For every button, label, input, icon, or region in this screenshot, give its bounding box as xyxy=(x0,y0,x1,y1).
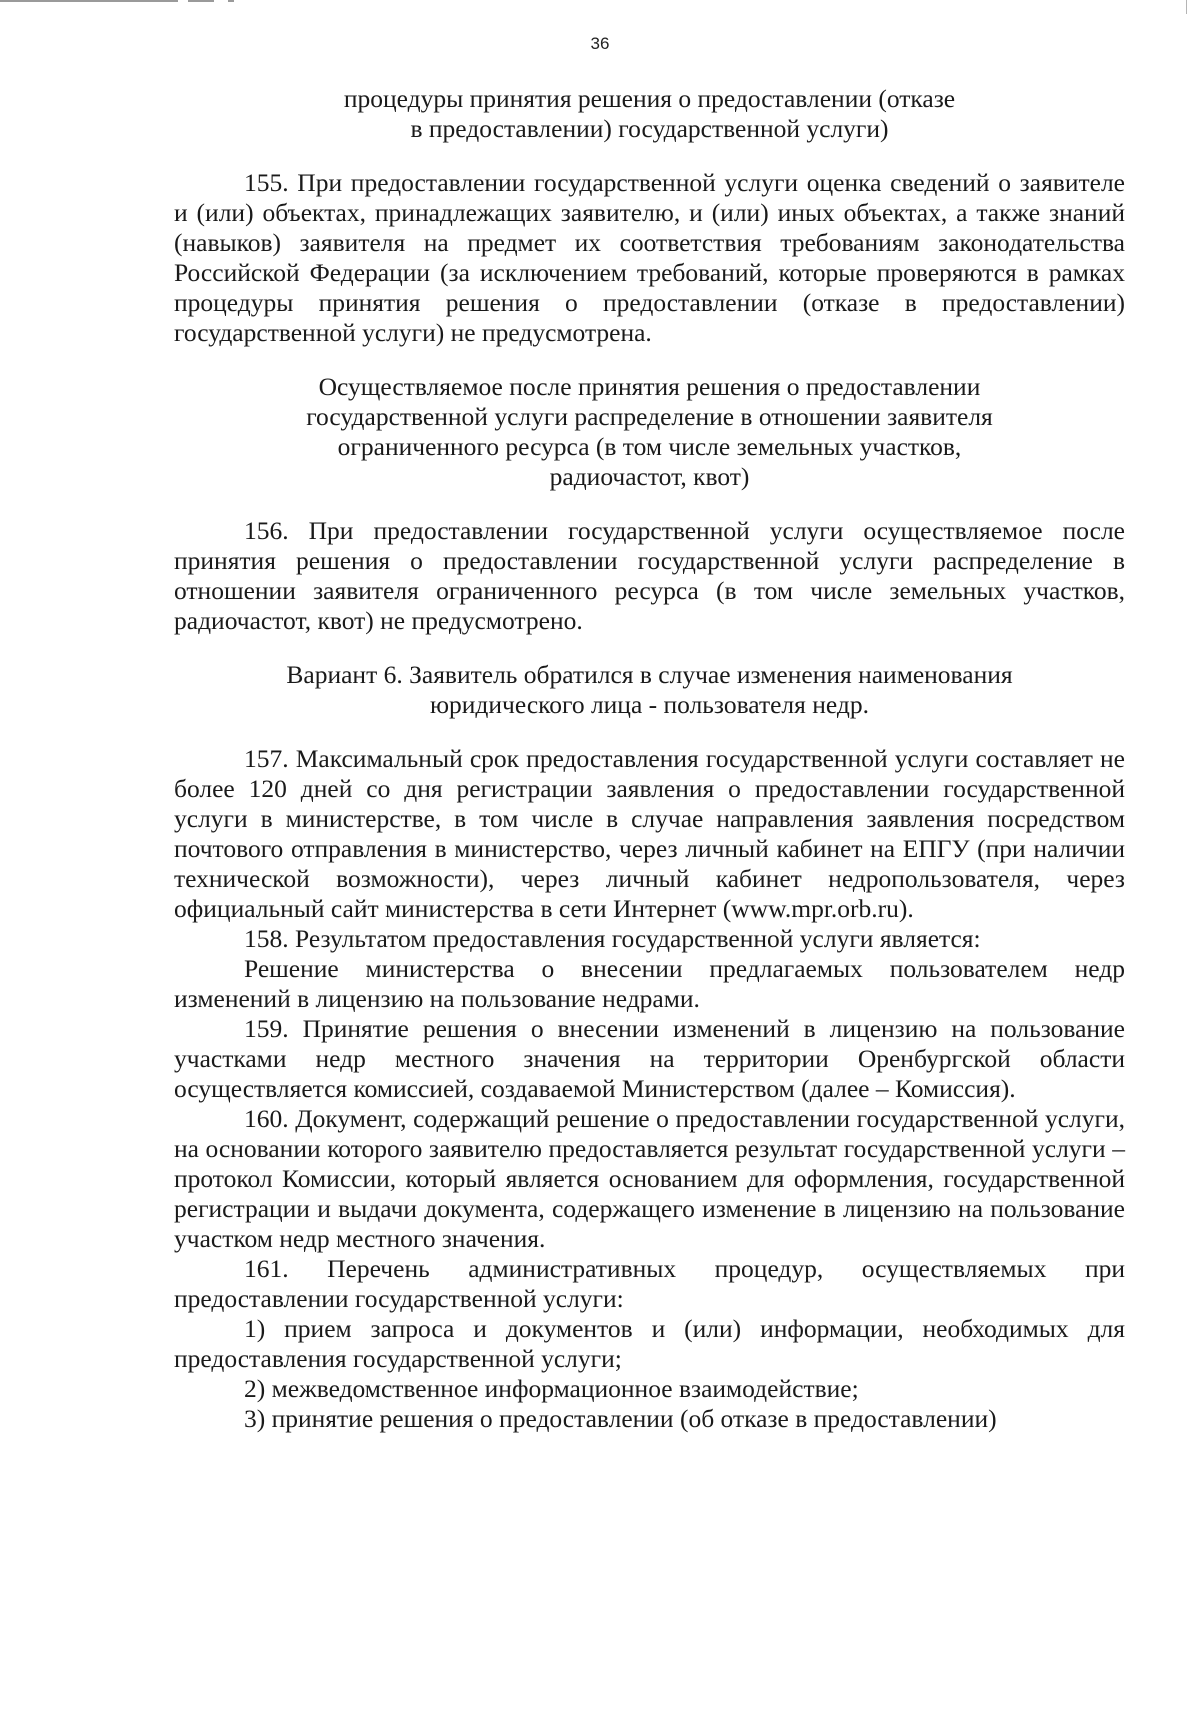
heading-line: государственной услуги распределение в отношении заявителя xyxy=(306,402,993,431)
paragraph-156: 156. При предоставлении государственной услуги осуществляемое после принятия решения о предоставлении государственной услуги распределение в отношении заявителя ограниченного ресурса (в том числе земельных участков, радиочастот, квот) не предусмотрено. xyxy=(174,516,1125,635)
heading-line: радиочастот, квот) xyxy=(549,462,750,491)
paragraph-157: 157. Максимальный срок предоставления государственной услуги составляет не более 120 дней со дня регистрации заявления о предоставлении государственной услуги в министерстве, в том числе в случае направления заявления посредством почтового отправления в министерство, через личный кабинет на ЕПГУ (при наличии технической возможности), через личный кабинет недропользователя, через официальный сайт министерства в сети Интернет (www.mpr.orb.ru). xyxy=(174,744,1125,923)
scan-artifact-edge xyxy=(1186,0,1187,14)
section-heading xyxy=(270,372,1030,492)
section-heading xyxy=(330,84,970,144)
list-item-1: 1) прием запроса и документов и (или) информации, необходимых для предоставления государственной услуги; xyxy=(174,1314,1125,1373)
document-body xyxy=(174,84,1125,1434)
page-number: 36 xyxy=(590,34,610,53)
section-heading xyxy=(250,660,1050,720)
paragraph-161: 161. Перечень административных процедур, осуществляемых при предоставлении государственной услуги: xyxy=(174,1254,1125,1313)
heading-line: в предоставлении) государственной услуги) xyxy=(410,114,889,143)
paragraph-158-result: Решение министерства о внесении предлагаемых пользователем недр изменений в лицензию на пользование недрами. xyxy=(174,954,1125,1013)
scan-artifact-line xyxy=(228,0,234,2)
heading-line: Вариант 6. Заявитель обратился в случае изменения наименования xyxy=(286,660,1013,689)
paragraph-160: 160. Документ, содержащий решение о предоставлении государственной услуги, на основании которого заявителю предоставляется результат государственной услуги – протокол Комиссии, который является основанием для оформления, государственной регистрации и выдачи документа, содержащего изменение в лицензию на пользование участком недр местного значения. xyxy=(174,1104,1125,1253)
list-item-3: 3) принятие решения о предоставлении (об отказе в предоставлении) xyxy=(244,1404,997,1433)
scan-artifact-line xyxy=(0,0,178,2)
heading-line: Осуществляемое после принятия решения о предоставлении xyxy=(318,372,981,401)
heading-line: ограниченного ресурса (в том числе земельных участков, xyxy=(337,432,962,461)
heading-line: юридического лица - пользователя недр. xyxy=(429,690,869,719)
heading-line: процедуры принятия решения о предоставлении (отказе xyxy=(343,84,956,113)
list-item-2: 2) межведомственное информационное взаимодействие; xyxy=(244,1374,859,1403)
paragraph-158: 158. Результатом предоставления государственной услуги является: xyxy=(244,924,981,953)
paragraph-155: 155. При предоставлении государственной услуги оценка сведений о заявителе и (или) объектах, принадлежащих заявителю, и (или) иных объектах, а также знаний (навыков) заявителя на предмет их соответствия требованиям законодательства Российской Федерации (за исключением требований, которые проверяются в рамках процедуры принятия решения о предоставлении (отказе в предоставлении) государственной услуги) не предусмотрена. xyxy=(174,168,1125,347)
scan-artifact-line xyxy=(188,0,214,2)
paragraph-159: 159. Принятие решения о внесении изменений в лицензию на пользование участками недр местного значения на территории Оренбургской области осуществляется комиссией, создаваемой Министерством (далее – Комиссия). xyxy=(174,1014,1125,1103)
